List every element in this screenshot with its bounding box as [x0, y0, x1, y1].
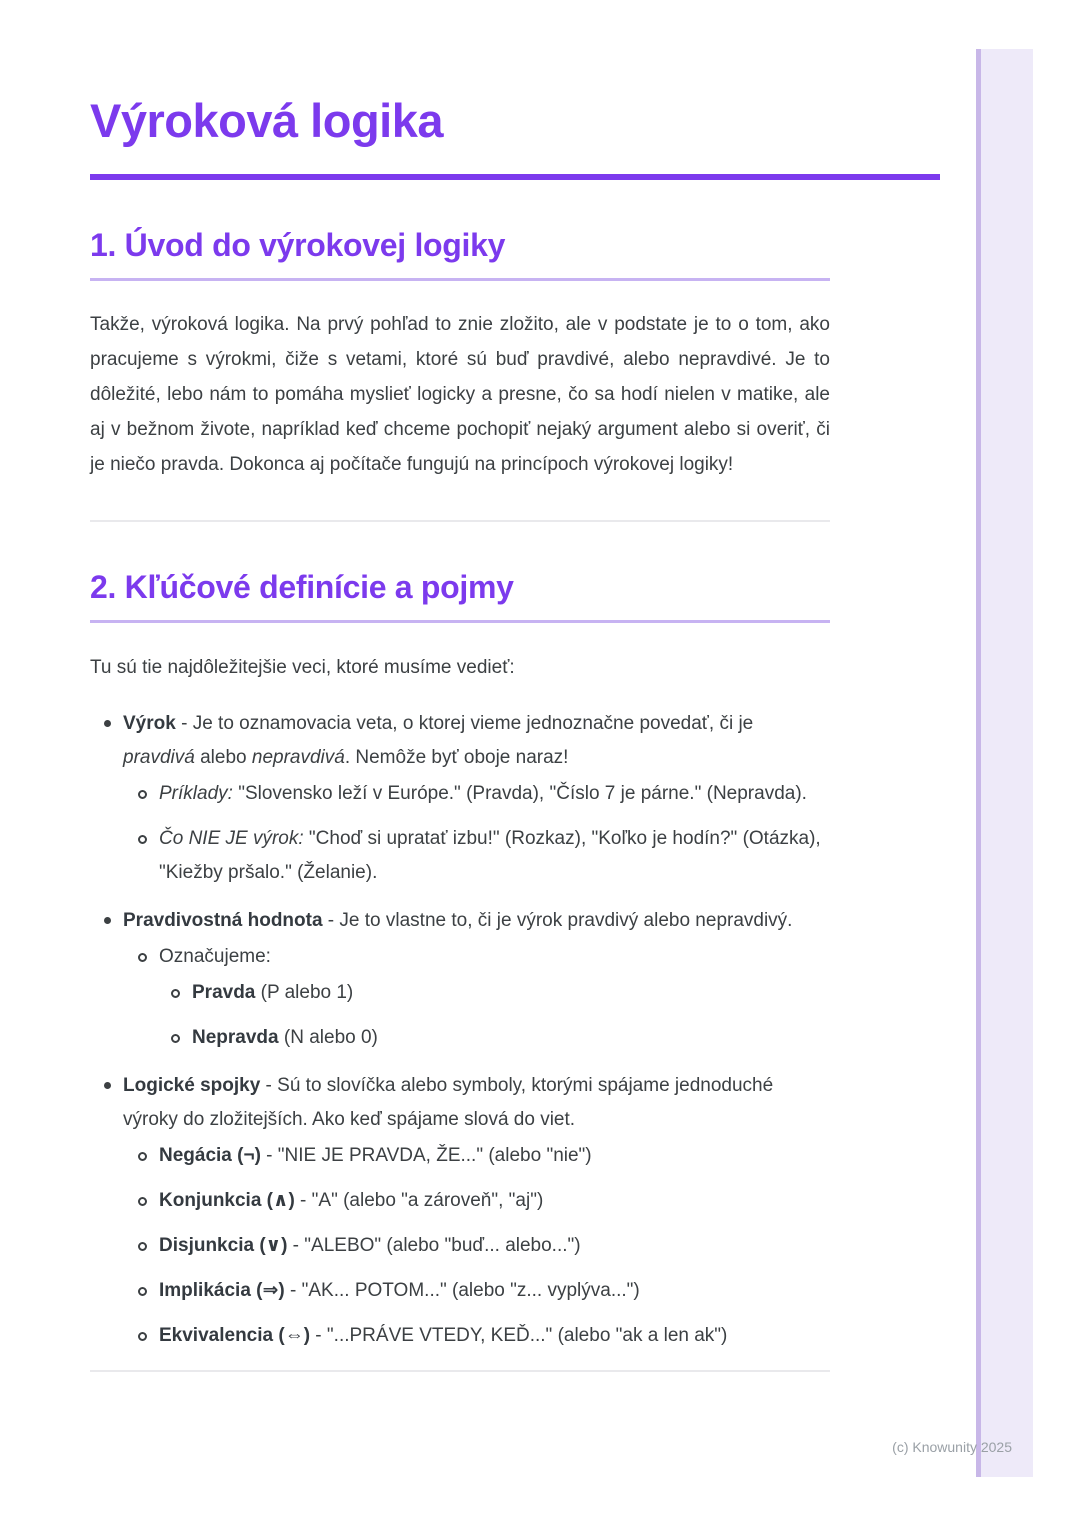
- list-subitem-implikacia: [138, 1274, 830, 1308]
- list-item-logicke-spojky: [104, 1069, 830, 1137]
- term-negacia: Negácia (¬): [159, 1145, 261, 1166]
- section-2-heading: 2. Kľúčové definície a pojmy: [90, 569, 514, 605]
- bullet-disc-icon: [104, 1082, 111, 1089]
- list-item-vyrok: [104, 707, 830, 775]
- list-subitem-disjunkcia: [138, 1229, 830, 1263]
- list-item-text: Disjunkcia (∨) - "ALEBO" (alebo "buď... alebo..."): [159, 1235, 581, 1256]
- list-item-text: Implikácia (⇒) - "AK... POTOM..." (alebo "z... vyplýva..."): [159, 1280, 640, 1301]
- list-item-text: Konjunkcia (∧) - "A" (alebo "a zároveň", "aj"): [159, 1190, 544, 1211]
- section-divider: [90, 520, 830, 522]
- term-logicke-spojky: Logické spojky: [123, 1075, 261, 1096]
- term-pravda: Pravda: [192, 982, 256, 1003]
- term-priklady: Príklady:: [159, 783, 233, 804]
- right-accent-bar: [976, 49, 1033, 1477]
- list-item-text: Pravdivostná hodnota - Je to vlastne to, či je výrok pravdivý alebo nepravdivý.: [123, 910, 793, 931]
- term-implikacia: Implikácia (⇒): [159, 1280, 285, 1301]
- page-title: Výroková logika: [90, 94, 443, 147]
- title-divider: [90, 174, 940, 180]
- list-item-pravdivostna-hodnota: [104, 904, 830, 938]
- bullet-circle-icon: [138, 1197, 147, 1206]
- list-subitem-negacia: [138, 1139, 830, 1173]
- copyright-note: (c) Knowunity 2025: [892, 1439, 1012, 1455]
- section-2-underline: [90, 620, 830, 623]
- term-nepravda: Nepravda: [192, 1027, 279, 1048]
- bullet-circle-icon: [138, 1152, 147, 1161]
- list-item-text: Logické spojky - Sú to slovíčka alebo symboly, ktorými spájame jednoduché výroky do zložitejších. Ako keď spájame slová do viet.: [123, 1075, 774, 1130]
- list-item-text: Označujeme:: [159, 946, 271, 967]
- bullet-circle-icon: [171, 989, 180, 998]
- term-vyrok: Výrok: [123, 713, 176, 734]
- section-1-underline: [90, 278, 830, 281]
- term-disjunkcia: Disjunkcia (∨): [159, 1235, 288, 1256]
- bullet-disc-icon: [104, 917, 111, 924]
- list-item-text: Čo NIE JE výrok: "Choď si upratať izbu!" (Rozkaz), "Koľko je hodín?" (Otázka), "Kiežby pršalo." (Želanie).: [159, 828, 821, 883]
- list-item-text: Výrok - Je to oznamovacia veta, o ktorej vieme jednoznačne povedať, či je pravdivá alebo nepravdivá. Nemôže byť oboje naraz!: [123, 713, 754, 768]
- term-ekvivalencia: Ekvivalencia (⇔): [159, 1325, 311, 1346]
- section-2-intro: Tu sú tie najdôležitejšie veci, ktoré musíme vedieť:: [90, 657, 515, 678]
- bullet-circle-icon: [138, 1332, 147, 1341]
- list-subitem-nepravda: [171, 1021, 830, 1055]
- section-1-paragraph: Takže, výroková logika. Na prvý pohľad to znie zložito, ale v podstate je to o tom, ako pracujeme s výrokmi, čiže s vetami, ktoré sú buď pravdivé, alebo nepravdivé. Je to dôležité, lebo nám to pomáha myslieť logicky a presne, čo sa hodí nielen v matike, ale aj v bežnom živote, napríklad keď chceme pochopiť nejaký argument alebo si overiť, či je niečo pravda. Dokonca aj počítače fungujú na princípoch výrokovej logiky!: [90, 314, 830, 475]
- list-subitem-konjunkcia: [138, 1184, 830, 1218]
- bullet-circle-icon: [138, 835, 147, 844]
- bullet-disc-icon: [104, 720, 111, 727]
- list-subitem-ekvivalencia: [138, 1319, 830, 1353]
- term-konjunkcia: Konjunkcia (∧): [159, 1190, 295, 1211]
- list-subitem-oznacujeme: [138, 940, 830, 974]
- list-subitem-pravda: [171, 976, 830, 1010]
- bullet-circle-icon: [171, 1034, 180, 1043]
- list-item-text: Príklady: "Slovensko leží v Európe." (Pravda), "Číslo 7 je párne." (Nepravda).: [159, 783, 807, 804]
- bullet-circle-icon: [138, 953, 147, 962]
- bullet-circle-icon: [138, 1287, 147, 1296]
- bullet-circle-icon: [138, 1242, 147, 1251]
- list-subitem-nie-je-vyrok: [138, 822, 830, 890]
- document-content: [90, 226, 830, 1372]
- term-nie-je-vyrok: Čo NIE JE výrok:: [159, 828, 304, 849]
- bottom-divider: [90, 1370, 830, 1372]
- list-item-text: Pravda (P alebo 1): [192, 982, 354, 1003]
- list-item-text: Negácia (¬) - "NIE JE PRAVDA, ŽE..." (alebo "nie"): [159, 1145, 592, 1166]
- bullet-circle-icon: [138, 790, 147, 799]
- list-subitem-priklady: [138, 777, 830, 811]
- list-item-text: Nepravda (N alebo 0): [192, 1027, 378, 1048]
- term-pravdivostna-hodnota: Pravdivostná hodnota: [123, 910, 323, 931]
- section-1-heading: 1. Úvod do výrokovej logiky: [90, 227, 506, 263]
- list-item-text: Ekvivalencia (⇔) - "...PRÁVE VTEDY, KEĎ..." (alebo "ak a len ak"): [159, 1325, 728, 1346]
